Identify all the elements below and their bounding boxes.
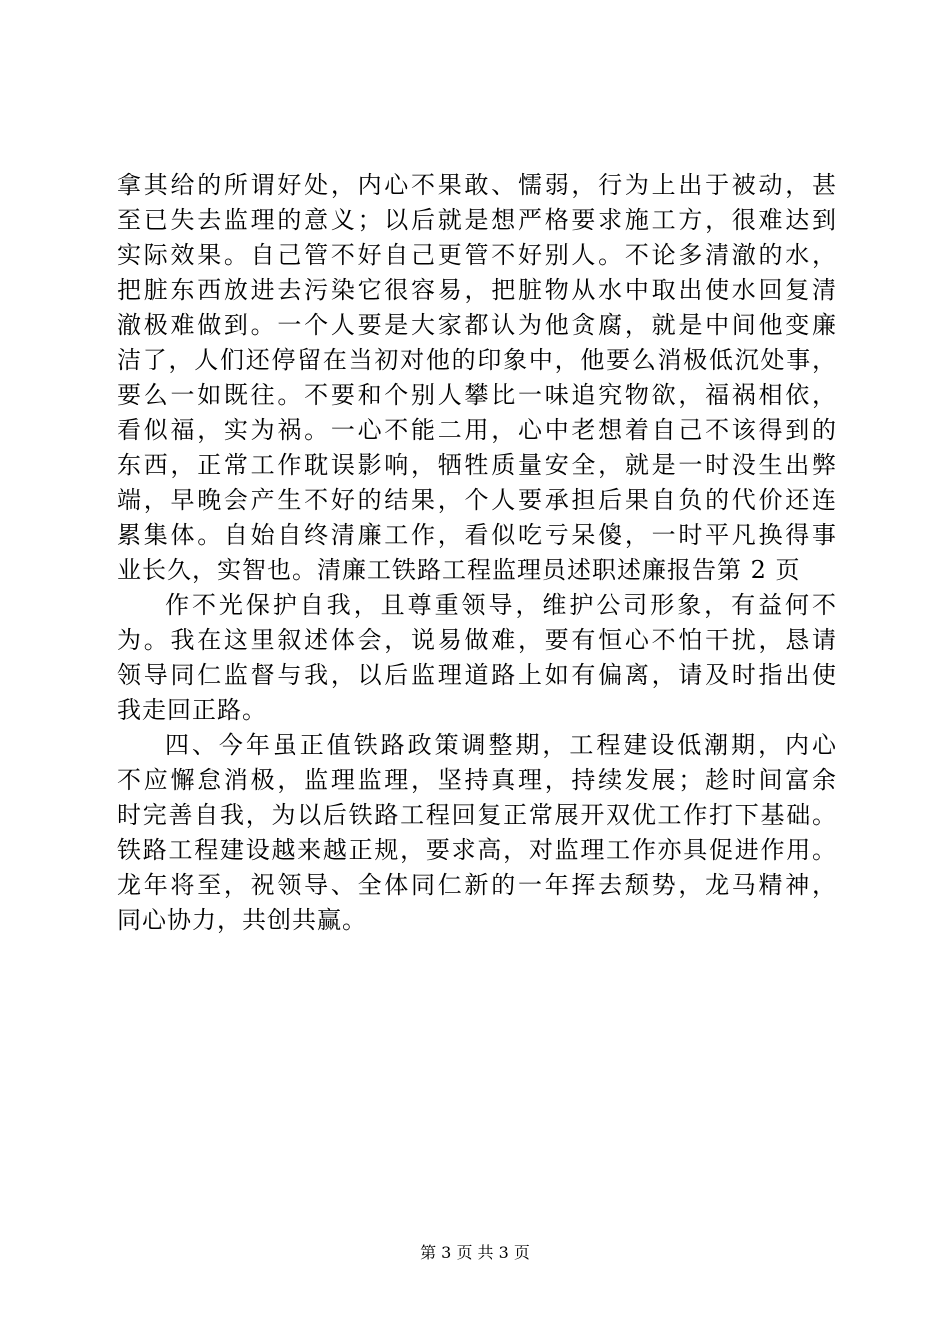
text-line: 业长久，实智也。清廉工铁路工程监理员述职述廉报告第 2 页 xyxy=(117,556,801,584)
text-line: 要么一如既往。不要和个别人攀比一味追究物欲，福祸相依， xyxy=(117,381,837,409)
paragraph-first-line: 作不光保护自我，且尊重领导，维护公司形象，有益何不 xyxy=(165,591,837,619)
text-line: 看似福，实为祸。一心不能二用，心中老想着自己不该得到的 xyxy=(117,416,837,444)
document-body xyxy=(117,168,837,938)
text-line: 同心协力，共创共赢。 xyxy=(117,906,367,934)
text-line: 累集体。自始自终清廉工作，看似吃亏呆傻，一时平凡换得事 xyxy=(117,521,837,549)
text-line: 我走回正路。 xyxy=(117,696,267,724)
text-line: 铁路工程建设越来越正规，要求高，对监理工作亦具促进作用。 xyxy=(117,836,837,864)
text-line: 实际效果。自己管不好自己更管不好别人。不论多清澈的水， xyxy=(117,241,837,269)
text-line: 领导同仁监督与我，以后监理道路上如有偏离，请及时指出使 xyxy=(117,661,837,689)
text-line: 端，早晚会产生不好的结果，个人要承担后果自负的代价还连 xyxy=(117,486,837,514)
text-line: 为。我在这里叙述体会，说易做难，要有恒心不怕干扰，恳请 xyxy=(117,626,837,654)
text-line: 龙年将至，祝领导、全体同仁新的一年挥去颓势，龙马精神， xyxy=(117,871,837,899)
text-line: 拿其给的所谓好处，内心不果敢、懦弱，行为上出于被动，甚 xyxy=(117,171,837,199)
text-line: 不应懈怠消极，监理监理，坚持真理，持续发展；趁时间富余 xyxy=(117,766,837,794)
page-footer: 第 3 页 共 3 页 xyxy=(420,1243,530,1262)
text-line: 把脏东西放进去污染它很容易，把脏物从水中取出使水回复清 xyxy=(117,276,837,304)
text-line: 时完善自我，为以后铁路工程回复正常展开双优工作打下基础。 xyxy=(117,801,837,829)
text-line: 东西，正常工作耽误影响，牺牲质量安全，就是一时没生出弊 xyxy=(117,451,837,479)
text-line: 洁了，人们还停留在当初对他的印象中，他要么消极低沉处事， xyxy=(117,346,837,374)
text-line: 澈极难做到。一个人要是大家都认为他贪腐，就是中间他变廉 xyxy=(117,311,837,339)
paragraph-first-line: 四、今年虽正值铁路政策调整期，工程建设低潮期，内心 xyxy=(165,731,837,759)
text-line: 至已失去监理的意义；以后就是想严格要求施工方，很难达到 xyxy=(117,206,837,234)
